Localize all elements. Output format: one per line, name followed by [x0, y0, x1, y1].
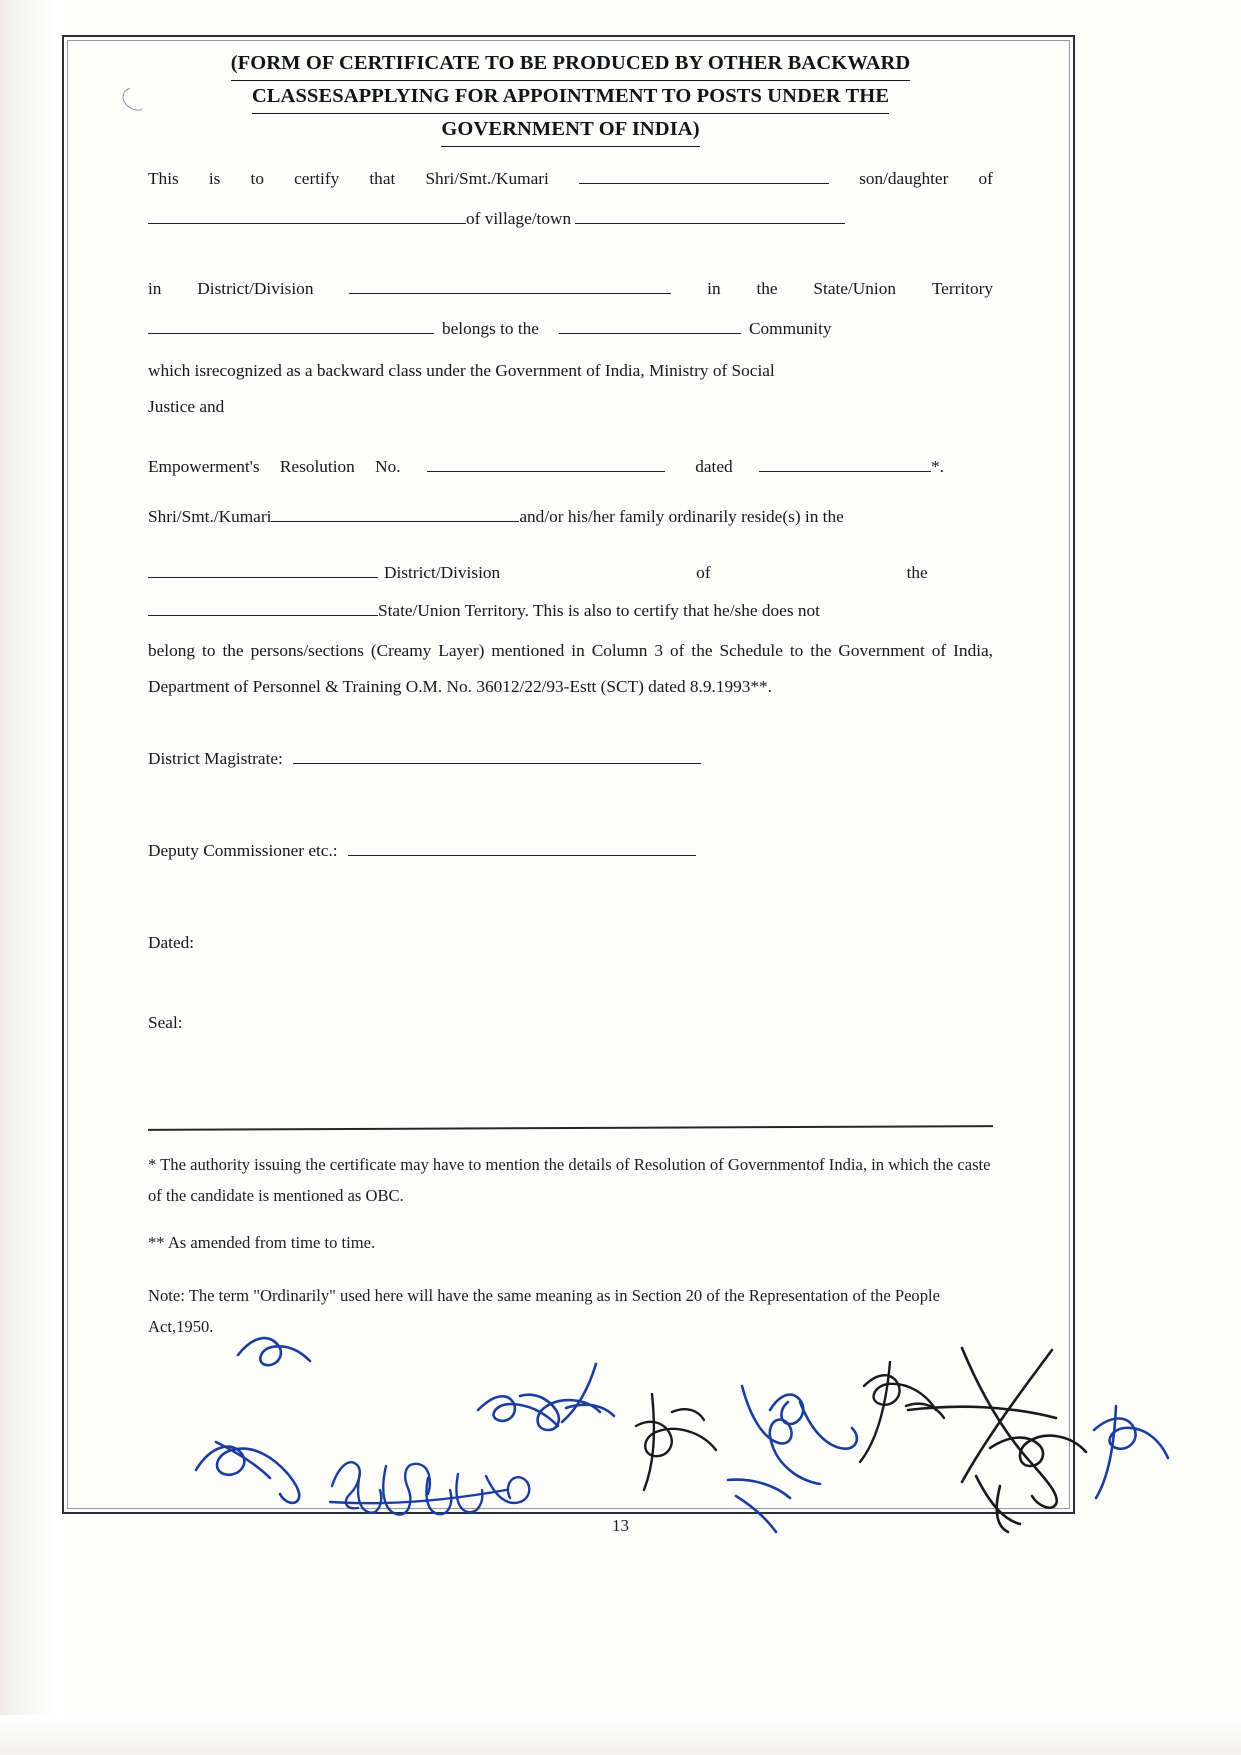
residence-salutation: Shri/Smt./Kumari: [148, 507, 272, 526]
form-title: [148, 48, 993, 147]
backward-class-recognition-line: which isrecognized as a backward class under the Government of India, Ministry of Social: [148, 361, 775, 380]
residence-district-label: District/Division: [384, 563, 501, 582]
district-division-blank-field[interactable]: [349, 276, 671, 294]
residence-district-blank-field[interactable]: [148, 560, 378, 578]
form-title-line-3: GOVERNMENT OF INDIA): [441, 114, 699, 147]
certify-word-to: to: [250, 169, 264, 188]
residence-state-blank-field[interactable]: [148, 598, 378, 616]
scan-edge-shading-bottom: [0, 1715, 1241, 1755]
residence-suffix: and/or his/her family ordinarily reside(s) in the: [519, 507, 844, 526]
resolution-label: Resolution: [279, 457, 355, 476]
form-body: [148, 161, 993, 1342]
certify-word-is: is: [208, 169, 221, 188]
spacer: [148, 869, 993, 925]
certify-son-daughter: son/daughter: [859, 169, 949, 188]
district-magistrate-blank-field[interactable]: [293, 748, 701, 764]
spacer: [148, 1041, 993, 1127]
spacer: [148, 777, 993, 833]
footnote-note: Note: The term "Ordinarily" used here will have the same meaning as in Section 20 of the Representation of the People Act,1950.: [148, 1286, 941, 1336]
spacer: [148, 1258, 993, 1280]
footnote-double-star: ** As amended from time to time.: [148, 1233, 376, 1252]
spacer: [148, 241, 993, 271]
residence-state-line: [148, 591, 993, 631]
district-division-label: District/Division: [197, 279, 314, 298]
district-word-in-2: in: [707, 279, 721, 298]
spacer: [148, 705, 993, 741]
state-union-territory-blank-field[interactable]: [148, 316, 434, 334]
resolution-no-blank-field[interactable]: [427, 454, 665, 472]
spacer: [148, 1211, 993, 1227]
residence-of-label: of: [696, 563, 711, 582]
residence-line: [148, 499, 993, 535]
community-blank-field[interactable]: [559, 316, 741, 334]
dated-label: dated: [695, 457, 733, 476]
certify-of: of: [978, 169, 993, 188]
deputy-commissioner-label: Deputy Commissioner etc.:: [148, 841, 338, 860]
seal-line: [148, 1005, 993, 1041]
form-title-line-1: (FORM OF CERTIFICATE TO BE PRODUCED BY OTHER BACKWARD: [231, 48, 911, 81]
empowerment-label: Empowerment's: [148, 457, 260, 476]
spacer: [148, 425, 993, 449]
village-town-blank-field[interactable]: [575, 206, 845, 224]
seal-field-label: Seal:: [148, 1013, 183, 1032]
belongs-to-community-line: [148, 307, 993, 351]
residence-the-label: the: [906, 563, 928, 582]
village-town-label: of village/town: [466, 209, 572, 228]
spacer: [148, 485, 993, 499]
belongs-to-the-label: belongs to the: [442, 319, 539, 338]
spacer: [148, 1129, 993, 1149]
certify-word-certify: certify: [294, 169, 340, 188]
creamy-layer-paragraph: belong to the persons/sections (Creamy Layer) mentioned in Column 3 of the Schedule to the Government of India, Department of Personnel & Training O.M. No. 36012/22/93-Estt (SCT) dated 8.9.1993**.: [148, 641, 993, 696]
dated-field-label: Dated:: [148, 933, 195, 952]
footnote-star: * The authority issuing the certificate may have to mention the details of Resolution of Governmentof India, in which the caste of the candidate is mentioned as OBC.: [148, 1155, 991, 1205]
deputy-commissioner-blank-field[interactable]: [348, 840, 696, 856]
district-magistrate-line: [148, 741, 993, 777]
justice-and-line: Justice and: [148, 397, 225, 416]
resolution-date-blank-field[interactable]: [759, 454, 931, 472]
resolution-no-label: No.: [375, 457, 401, 476]
dated-line: [148, 925, 993, 961]
certify-line: [148, 161, 993, 197]
certify-word-this: This: [148, 169, 179, 188]
spacer: [148, 535, 993, 555]
state-union-label: State/Union: [813, 279, 896, 298]
district-magistrate-label: District Magistrate:: [148, 749, 283, 768]
resolution-number-line: [148, 449, 993, 485]
scan-edge-shading-left: [0, 0, 62, 1755]
spacer: [148, 961, 993, 1005]
form-title-line-2: CLASSESAPPLYING FOR APPOINTMENT TO POSTS UNDER THE: [252, 81, 889, 114]
parent-name-blank-field[interactable]: [148, 206, 466, 224]
page-number: 13: [612, 1516, 629, 1535]
residence-state-text: State/Union Territory. This is also to certify that he/she does not: [378, 601, 820, 620]
deputy-commissioner-line: [148, 833, 993, 869]
district-word-in: in: [148, 279, 162, 298]
certify-word-that: that: [369, 169, 396, 188]
district-word-the: the: [756, 279, 778, 298]
form-content: [148, 48, 993, 1342]
residence-district-line: [148, 555, 993, 591]
village-town-line: [148, 197, 993, 241]
certify-salutation: Shri/Smt./Kumari: [425, 169, 549, 188]
territory-label: Territory: [931, 279, 993, 298]
name-blank-field[interactable]: [579, 166, 829, 184]
district-division-line: [148, 271, 993, 307]
community-label: Community: [748, 319, 832, 338]
resolution-footnote-star: *.: [931, 457, 944, 476]
residence-name-blank-field[interactable]: [271, 504, 519, 522]
